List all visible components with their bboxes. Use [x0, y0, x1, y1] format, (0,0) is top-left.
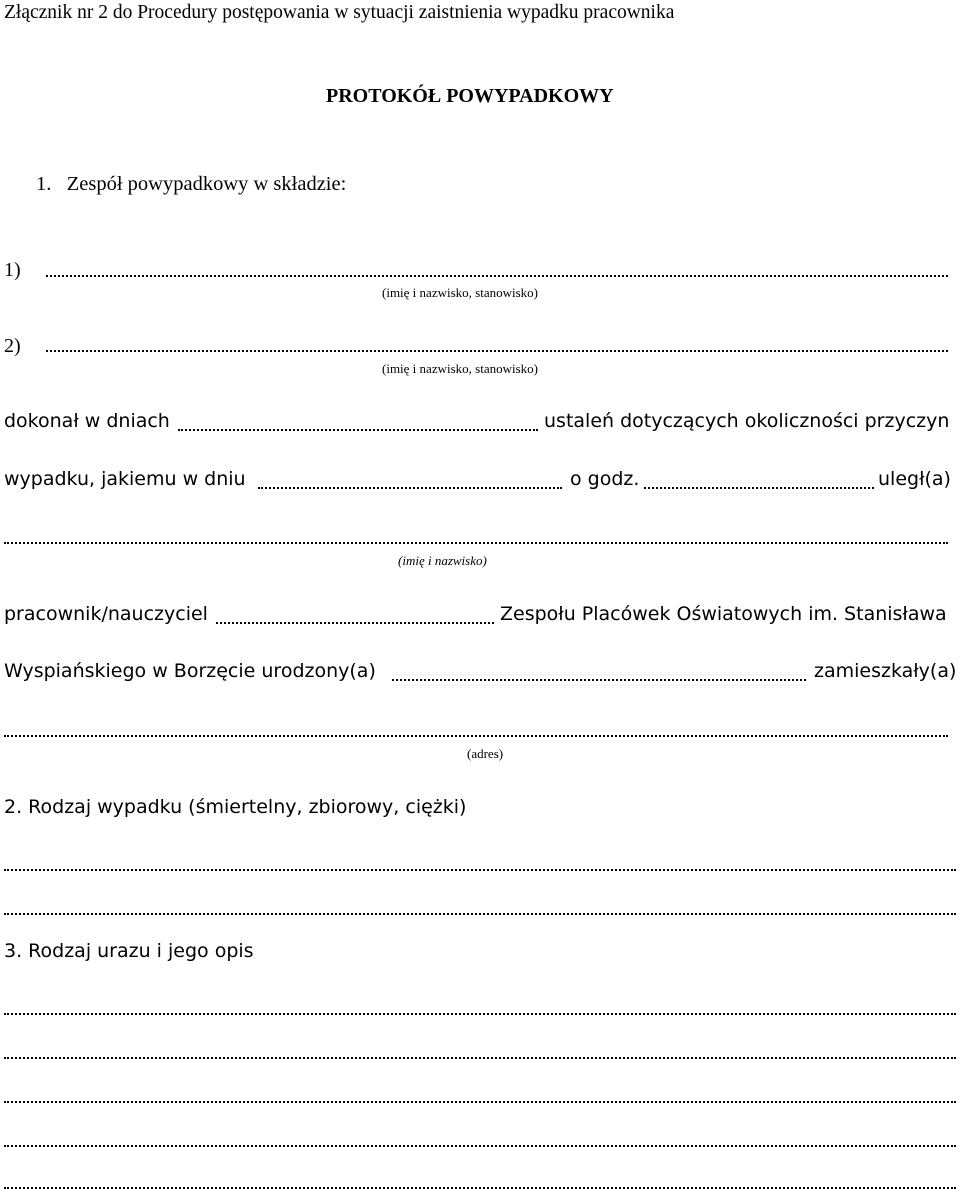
address-caption: (adres)	[467, 746, 504, 761]
para2-line1-a: pracownik/nauczyciel	[4, 603, 208, 625]
section2-heading: 2. Rodzaj wypadku (śmiertelny, zbiorowy, ciężki)	[4, 796, 467, 818]
injury-description-line-1[interactable]	[4, 1013, 956, 1015]
para2-line2-b: zamieszkały(a)	[814, 660, 957, 682]
address-field[interactable]	[4, 735, 948, 737]
section3-heading: 3. Rodzaj urazu i jego opis	[4, 940, 254, 962]
protocol-title: PROTOKÓŁ POWYPADKOWY	[326, 85, 614, 107]
victim-caption: (imię i nazwisko)	[398, 553, 487, 568]
para1-line1-a: dokonał w dniach	[4, 410, 170, 432]
injury-description-line-5[interactable]	[4, 1187, 956, 1189]
accident-time-field[interactable]	[644, 487, 874, 489]
member1-prefix: 1)	[4, 259, 21, 281]
accident-type-line-2[interactable]	[4, 913, 956, 915]
member2-prefix: 2)	[4, 335, 21, 357]
accident-date-field[interactable]	[258, 487, 562, 489]
para1-line2-a: wypadku, jakiemu w dniu	[4, 468, 246, 490]
member1-field[interactable]	[46, 275, 948, 277]
member1-caption: (imię i nazwisko, stanowisko)	[382, 285, 538, 300]
investigation-dates-field[interactable]	[178, 429, 538, 431]
para1-line1-b: ustaleń dotyczących okoliczności przyczyn	[544, 410, 950, 432]
para2-line1-b: Zespołu Placówek Oświatowych im. Stanisława	[500, 603, 947, 625]
employee-position-field[interactable]	[216, 622, 494, 624]
accident-type-line-1[interactable]	[4, 869, 956, 871]
birth-date-field[interactable]	[392, 679, 806, 681]
member2-field[interactable]	[46, 350, 948, 352]
para2-line2-a: Wyspiańskiego w Borzęcie urodzony(a)	[4, 660, 376, 682]
injury-description-line-2[interactable]	[4, 1057, 956, 1059]
victim-name-field[interactable]	[4, 542, 948, 544]
para1-line2-b: o godz.	[570, 468, 640, 490]
injury-description-line-3[interactable]	[4, 1101, 956, 1103]
member2-caption: (imię i nazwisko, stanowisko)	[382, 361, 538, 376]
para1-line2-c: uległ(a)	[878, 468, 951, 490]
injury-description-line-4[interactable]	[4, 1145, 956, 1147]
attachment-title: Złącznik nr 2 do Procedury postępowania w sytuacji zaistnienia wypadku pracownika	[4, 2, 675, 23]
section1-heading: 1. Zespół powypadkowy w składzie:	[36, 173, 347, 195]
